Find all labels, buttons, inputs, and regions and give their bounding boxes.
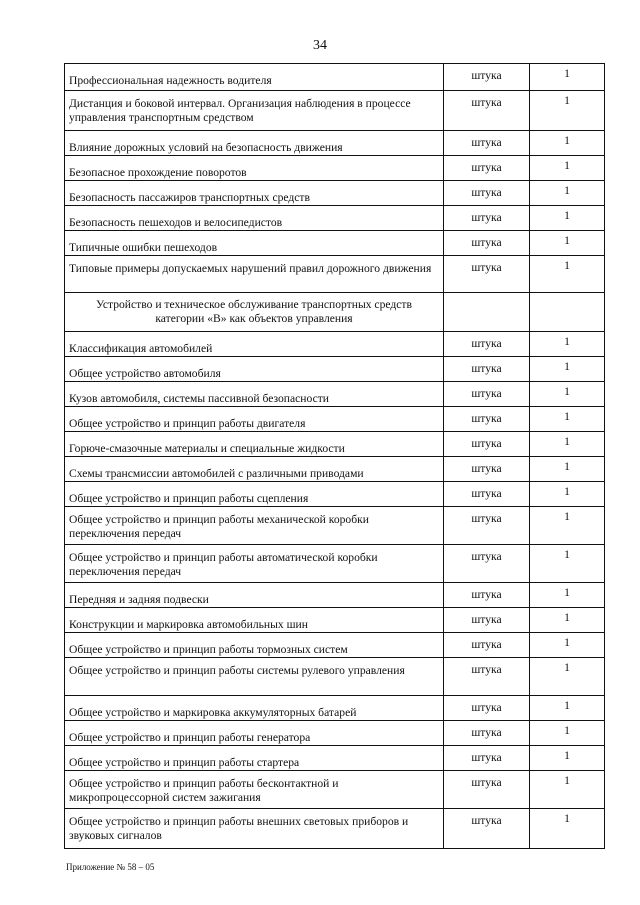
item-unit: штука [444, 721, 530, 746]
table-row [65, 156, 605, 181]
item-name-cell [65, 357, 444, 382]
table-row [65, 256, 605, 293]
table-row [65, 432, 605, 457]
item-quantity: 1 [530, 507, 605, 545]
item-name: Профессиональная надежность водителя [69, 74, 272, 87]
item-quantity: 1 [530, 809, 605, 849]
item-name: Безопасное прохождение поворотов [69, 166, 247, 179]
page-number: 34 [313, 38, 327, 53]
item-quantity: 1 [530, 771, 605, 809]
item-name-cell [65, 583, 444, 608]
item-name-cell [65, 332, 444, 357]
item-name-cell [65, 64, 444, 91]
table-row [65, 746, 605, 771]
item-name: Общее устройство и принцип работы внешних световых приборов и звуковых сигналов [69, 815, 409, 842]
item-name-cell [65, 206, 444, 231]
table-row [65, 181, 605, 206]
item-name-cell [65, 696, 444, 721]
item-unit: штука [444, 407, 530, 432]
section-heading-row [65, 293, 605, 332]
item-quantity: 1 [530, 608, 605, 633]
item-name-cell [65, 721, 444, 746]
item-name: Безопасность пассажиров транспортных средств [69, 191, 310, 204]
item-name: Общее устройство и принцип работы автоматической коробки переключения передач [69, 551, 378, 578]
item-name: Дистанция и боковой интервал. Организация наблюдения в процессе управления транспортным средством [69, 97, 411, 124]
item-quantity: 1 [530, 131, 605, 156]
item-unit: штука [444, 746, 530, 771]
item-name: Общее устройство и принцип работы тормозных систем [69, 643, 348, 656]
item-unit [444, 293, 530, 332]
item-name-cell [65, 658, 444, 696]
item-name-cell [65, 457, 444, 482]
table-row [65, 696, 605, 721]
item-name: Схемы трансмиссии автомобилей с различными приводами [69, 467, 364, 480]
appendix-footer: Приложение № 58 – 05 [66, 862, 155, 872]
table-row [65, 545, 605, 583]
table-row [65, 332, 605, 357]
item-quantity: 1 [530, 746, 605, 771]
item-name-cell [65, 256, 444, 293]
table-row [65, 91, 605, 131]
item-name-cell [65, 771, 444, 809]
item-unit: штука [444, 156, 530, 181]
item-name-cell [65, 432, 444, 457]
table-row [65, 457, 605, 482]
item-unit: штука [444, 809, 530, 849]
item-name: Горюче-смазочные материалы и специальные жидкости [69, 442, 345, 455]
item-unit: штука [444, 181, 530, 206]
item-quantity: 1 [530, 696, 605, 721]
item-unit: штука [444, 206, 530, 231]
item-name-cell [65, 809, 444, 849]
item-unit: штука [444, 256, 530, 293]
item-quantity: 1 [530, 156, 605, 181]
table-row [65, 382, 605, 407]
item-unit: штука [444, 231, 530, 256]
item-quantity: 1 [530, 545, 605, 583]
item-name-cell [65, 231, 444, 256]
item-name-cell [65, 608, 444, 633]
table-row [65, 633, 605, 658]
item-name-cell [65, 131, 444, 156]
item-unit: штука [444, 507, 530, 545]
item-unit: штука [444, 633, 530, 658]
equipment-table [64, 63, 605, 849]
table-row [65, 507, 605, 545]
table-row [65, 658, 605, 696]
item-name-cell [65, 181, 444, 206]
item-name: Общее устройство и маркировка аккумуляторных батарей [69, 706, 357, 719]
item-unit: штука [444, 771, 530, 809]
item-quantity: 1 [530, 633, 605, 658]
table-row [65, 721, 605, 746]
item-name: Типичные ошибки пешеходов [69, 241, 218, 254]
item-name-cell [65, 91, 444, 131]
item-name: Общее устройство и принцип работы механической коробки переключения передач [69, 513, 369, 540]
item-unit: штука [444, 608, 530, 633]
item-unit: штука [444, 457, 530, 482]
table-row [65, 482, 605, 507]
table-row [65, 608, 605, 633]
item-quantity: 1 [530, 64, 605, 91]
item-name: Общее устройство и принцип работы сцепления [69, 492, 309, 505]
item-name-cell [65, 746, 444, 771]
item-quantity: 1 [530, 721, 605, 746]
item-name-cell [65, 633, 444, 658]
item-name: Общее устройство и принцип работы генератора [69, 731, 311, 744]
table-row [65, 131, 605, 156]
item-unit: штука [444, 482, 530, 507]
item-quantity: 1 [530, 583, 605, 608]
item-unit: штука [444, 658, 530, 696]
item-unit: штука [444, 583, 530, 608]
item-quantity: 1 [530, 231, 605, 256]
table-row [65, 809, 605, 849]
item-name: Передняя и задняя подвески [69, 593, 209, 606]
item-quantity: 1 [530, 206, 605, 231]
item-quantity: 1 [530, 658, 605, 696]
table-row [65, 64, 605, 91]
item-name-cell [65, 545, 444, 583]
item-unit: штука [444, 91, 530, 131]
table-row [65, 407, 605, 432]
table-row [65, 583, 605, 608]
item-name-cell [65, 507, 444, 545]
item-unit: штука [444, 357, 530, 382]
item-name: Классификация автомобилей [69, 342, 213, 355]
table-row [65, 357, 605, 382]
table-row [65, 206, 605, 231]
item-quantity: 1 [530, 91, 605, 131]
item-name: Общее устройство автомобиля [69, 367, 221, 380]
item-name: Влияние дорожных условий на безопасность движения [69, 141, 343, 154]
item-quantity: 1 [530, 181, 605, 206]
item-unit: штука [444, 545, 530, 583]
item-quantity: 1 [530, 432, 605, 457]
item-quantity [530, 293, 605, 332]
item-name-cell [65, 407, 444, 432]
item-name: Типовые примеры допускаемых нарушений правил дорожного движения [69, 262, 432, 275]
item-name: Безопасность пешеходов и велосипедистов [69, 216, 283, 229]
table-row [65, 231, 605, 256]
item-name: Общее устройство и принцип работы двигателя [69, 417, 306, 430]
item-quantity: 1 [530, 256, 605, 293]
section-heading: Устройство и техническое обслуживание транспортных средств категории «В» как объектов управления [65, 293, 444, 332]
item-name-cell [65, 382, 444, 407]
item-quantity: 1 [530, 457, 605, 482]
item-name-cell [65, 156, 444, 181]
table-row [65, 771, 605, 809]
item-name: Общее устройство и принцип работы стартера [69, 756, 300, 769]
item-quantity: 1 [530, 482, 605, 507]
item-name: Общее устройство и принцип работы бесконтактной и микропроцессорной систем зажигания [69, 777, 339, 804]
item-quantity: 1 [530, 382, 605, 407]
item-name: Кузов автомобиля, системы пассивной безопасности [69, 392, 330, 405]
item-unit: штука [444, 382, 530, 407]
item-quantity: 1 [530, 332, 605, 357]
item-name-cell [65, 482, 444, 507]
item-name: Общее устройство и принцип работы системы рулевого управления [69, 664, 405, 677]
item-unit: штука [444, 696, 530, 721]
item-quantity: 1 [530, 357, 605, 382]
item-unit: штука [444, 131, 530, 156]
item-quantity: 1 [530, 407, 605, 432]
item-unit: штука [444, 332, 530, 357]
item-unit: штука [444, 64, 530, 91]
item-unit: штука [444, 432, 530, 457]
item-name: Конструкции и маркировка автомобильных шин [69, 618, 308, 631]
